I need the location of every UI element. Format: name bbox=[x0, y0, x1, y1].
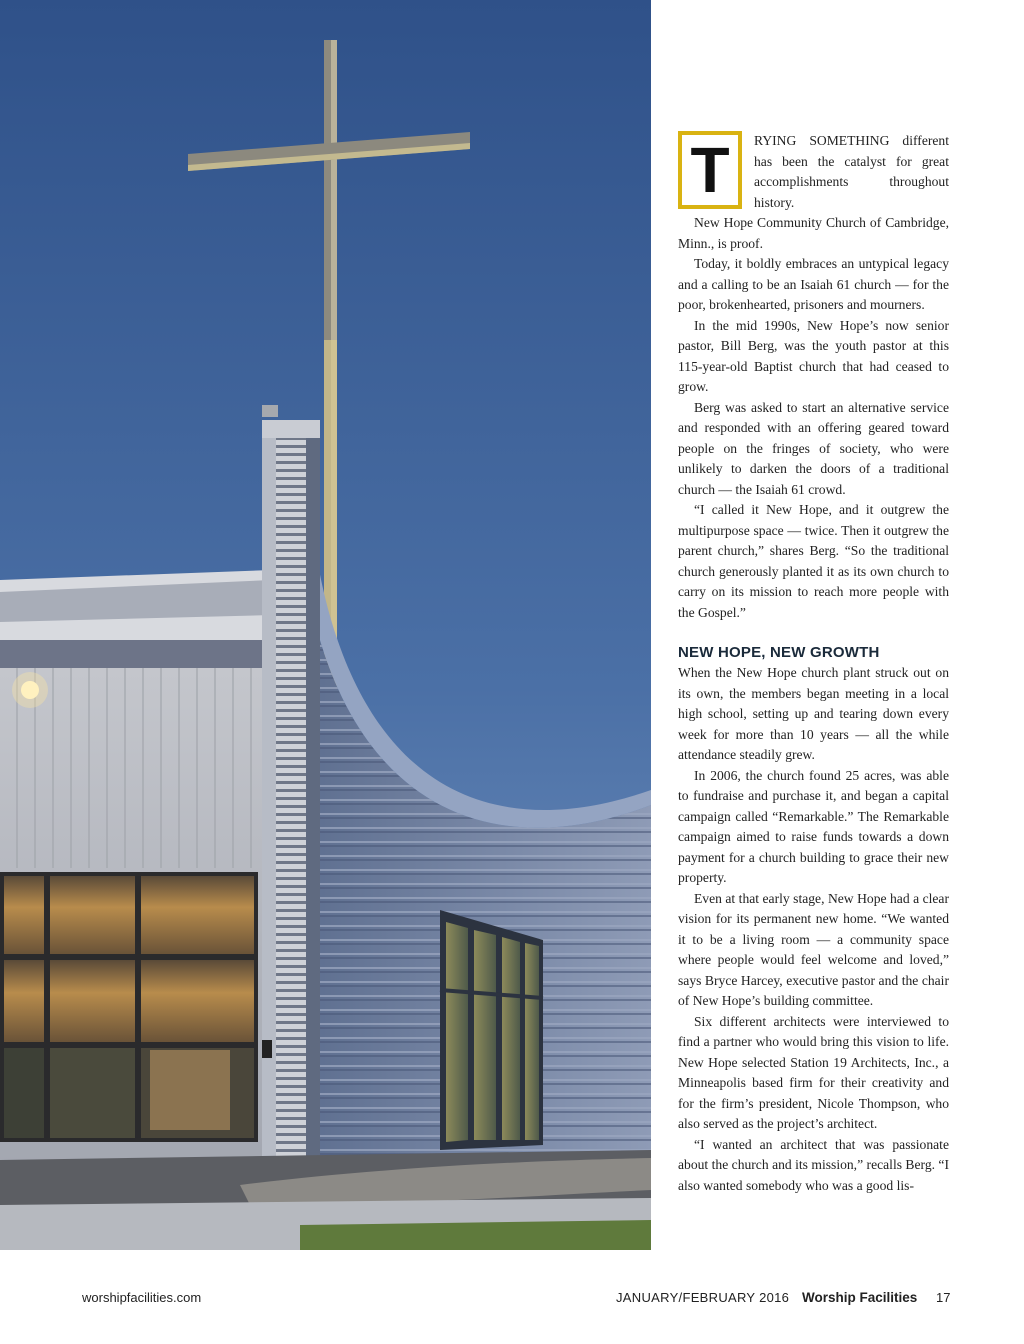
paragraph: Today, it boldly embraces an untypical legacy and a calling to be an Isaiah 61 church — for the poor, brokenhearted, prisoners and mourners. bbox=[678, 256, 949, 312]
paragraph: “I called it New Hope, and it outgrew the multipurpose space — twice. Then it outgrew the parent church,” shares Berg. “So the traditional church generously planted it as its own church to carry on its mission to reach more people with the Gospel.” bbox=[678, 502, 949, 620]
paragraph: Berg was asked to start an alternative service and responded with an offering geared toward people on the fringes of society, who were unlikely to darken the doors of a traditional church — the Isaiah 61 crowd. bbox=[678, 399, 949, 497]
side-window bbox=[440, 910, 543, 1150]
paragraph: “I wanted an architect that was passionate about the church and its mission,” recalls Berg. “I also wanted somebody who was a good lis- bbox=[678, 1136, 949, 1193]
page-number: 17 bbox=[936, 1290, 951, 1305]
drop-cap: T bbox=[678, 131, 742, 209]
section-heading: NEW HOPE, NEW GROWTH bbox=[678, 644, 880, 661]
paragraph: RYING SOMETHING different has been the catalyst for great accomplishments throughout history. bbox=[754, 133, 949, 210]
storefront-window bbox=[0, 872, 258, 1142]
paragraph: Even at that early stage, New Hope had a clear vision for its permanent new home. “We wanted it to be a living room — a community space where people would feel welcome and loved,” says Bryce Harcey, executive pastor and the chair of New Hope’s building committee. bbox=[678, 890, 949, 1008]
paragraph: When the New Hope church plant struck out on its own, the members began meeting in a local high school, setting up and tearing down every week for more than 10 years — all the while attendance steadily grew. bbox=[678, 665, 949, 762]
paragraph: Six different architects were interviewed to find a partner who would bring this vision to life. New Hope selected Station 19 Architects, Inc., a Minneapolis based firm for their creativity and for the firm’s president, Nicole Thompson, who also served as the project’s architect. bbox=[678, 1013, 949, 1131]
paragraph: In 2006, the church found 25 acres, was able to fundraise and purchase it, and began a capital campaign called “Remarkable.” The Remarkable campaign aimed to raise funds towards a down payment for a church building to grace their new property. bbox=[678, 767, 949, 885]
section-spacer bbox=[678, 623, 949, 643]
footer-url[interactable]: worshipfacilities.com bbox=[82, 1290, 202, 1305]
footer-issue-date: JANUARY/FEBRUARY 2016 bbox=[616, 1290, 790, 1305]
louvered-column bbox=[262, 405, 320, 1214]
paragraph: In the mid 1990s, New Hope’s now senior pastor, Bill Berg, was the youth pastor at this 115-year-old Baptist church that had ceased to grow. bbox=[678, 317, 949, 394]
page-footer bbox=[0, 1290, 1024, 1310]
article-column bbox=[678, 131, 949, 1196]
footer-magazine-name: Worship Facilities bbox=[802, 1290, 918, 1305]
paragraph: New Hope Community Church of Cambridge, Minn., is proof. bbox=[678, 215, 949, 251]
